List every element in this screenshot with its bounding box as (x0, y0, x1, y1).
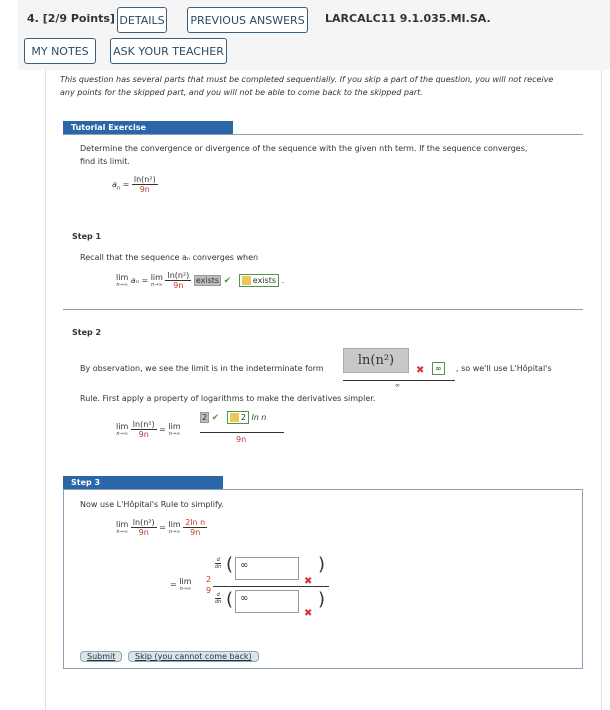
paren-open: ( (226, 589, 234, 610)
step2-denominator: 9n (236, 435, 247, 444)
step3-text: Now use L'Hôpital's Rule to simplify. (80, 500, 224, 509)
incorrect-icon: ✖ (304, 576, 313, 587)
step2-text-2: , so we'll use L'Hôpital's (456, 364, 552, 373)
check-icon: ✔ (223, 276, 232, 286)
step2-answer-numerator: ln(n²) (343, 348, 409, 373)
step2-key-answer-2: 2 (227, 411, 249, 424)
step2-numerator: 2 ✔ 2 ln n (202, 413, 267, 423)
paren-open: ( (226, 554, 234, 575)
notice-line-1: This question has several parts that must be completed sequentially. If you skip a part of the question, you will not receive (60, 75, 554, 84)
incorrect-icon: ✖ (416, 365, 425, 376)
divider (63, 309, 583, 310)
sequence-formula: $a_n$ = $\frac{\text{ln(n²)}}{9n}$ (112, 175, 156, 194)
derivative-operator-1: d dn (215, 557, 222, 570)
prompt-line-2: find its limit. (80, 157, 130, 166)
prompt-line-1: Determine the convergence or divergence of the sequence with the given nth term. If the sequence converges, (80, 144, 528, 153)
my-notes-button[interactable]: MY NOTES (24, 38, 96, 64)
submit-button[interactable]: Submit (80, 651, 122, 662)
step2-text-1: By observation, we see the limit is in the indeterminate form (80, 364, 324, 373)
step2-key-answer: ∞ (432, 362, 445, 375)
paren-close: ) (318, 589, 326, 610)
step1-formula: lim n→∞ aₙ = lim n→∞ $\frac{\text{ln(n²)}}{9n}$ exists ✔ exists . (116, 271, 285, 290)
key-icon (230, 413, 239, 422)
step1-title: Step 1 (72, 232, 102, 241)
step1-key-answer: exists (239, 274, 279, 287)
question-header (18, 0, 610, 70)
details-button[interactable]: DETAILS (117, 7, 167, 33)
previous-answers-button[interactable]: PREVIOUS ANSWERS (187, 7, 308, 33)
notice-line-2: any points for the skipped part, and you will not be able to come back to the skipped part. (60, 88, 423, 97)
denominator-input[interactable]: ∞ (235, 590, 299, 613)
question-points (27, 12, 115, 25)
main-fraction-line (213, 586, 329, 587)
step2-title: Step 2 (72, 328, 102, 337)
divider (63, 134, 583, 135)
numerator-input[interactable]: ∞ (235, 557, 299, 580)
ask-teacher-button[interactable]: ASK YOUR TEACHER (110, 38, 227, 64)
step2-text-3: Rule. First apply a property of logarithms to make the derivatives simpler. (80, 394, 376, 403)
coefficient-denominator: 9 (206, 586, 212, 595)
step2-answer-denominator: ∞ (395, 382, 400, 389)
step1-answer: exists (195, 276, 220, 285)
coefficient-numerator: 2 (206, 575, 212, 584)
step3-panel (63, 489, 583, 669)
step2-answer: 2 (202, 413, 208, 422)
step2-formula: lim n→∞ $\frac{\text{ln(n²)}}{9n}$ = lim n→∞ (116, 420, 181, 439)
step3-formula-2: = lim n→∞ (170, 577, 192, 592)
check-icon: ✔ (211, 413, 220, 423)
question-number: 4. (27, 12, 39, 25)
key-icon (242, 276, 251, 285)
fraction-line (200, 432, 284, 433)
skip-button[interactable]: Skip (you cannot come back) (128, 651, 259, 662)
fraction-line (343, 380, 455, 381)
points: [2/9 Points] (42, 12, 115, 25)
derivative-operator-2: d dn (215, 592, 222, 605)
step3-title: Step 3 (63, 476, 223, 490)
question-code: LARCALC11 9.1.035.MI.SA. (325, 12, 491, 25)
tutorial-title: Tutorial Exercise (63, 121, 233, 135)
step1-text: Recall that the sequence aₙ converges when (80, 253, 259, 262)
step3-formula-1: lim n→∞ $\frac{\text{ln(n²)}}{9n}$ = lim n→∞ $\frac{\text{2ln n}}{9n}$ (116, 518, 206, 537)
paren-close: ) (318, 554, 326, 575)
incorrect-icon: ✖ (304, 608, 313, 619)
